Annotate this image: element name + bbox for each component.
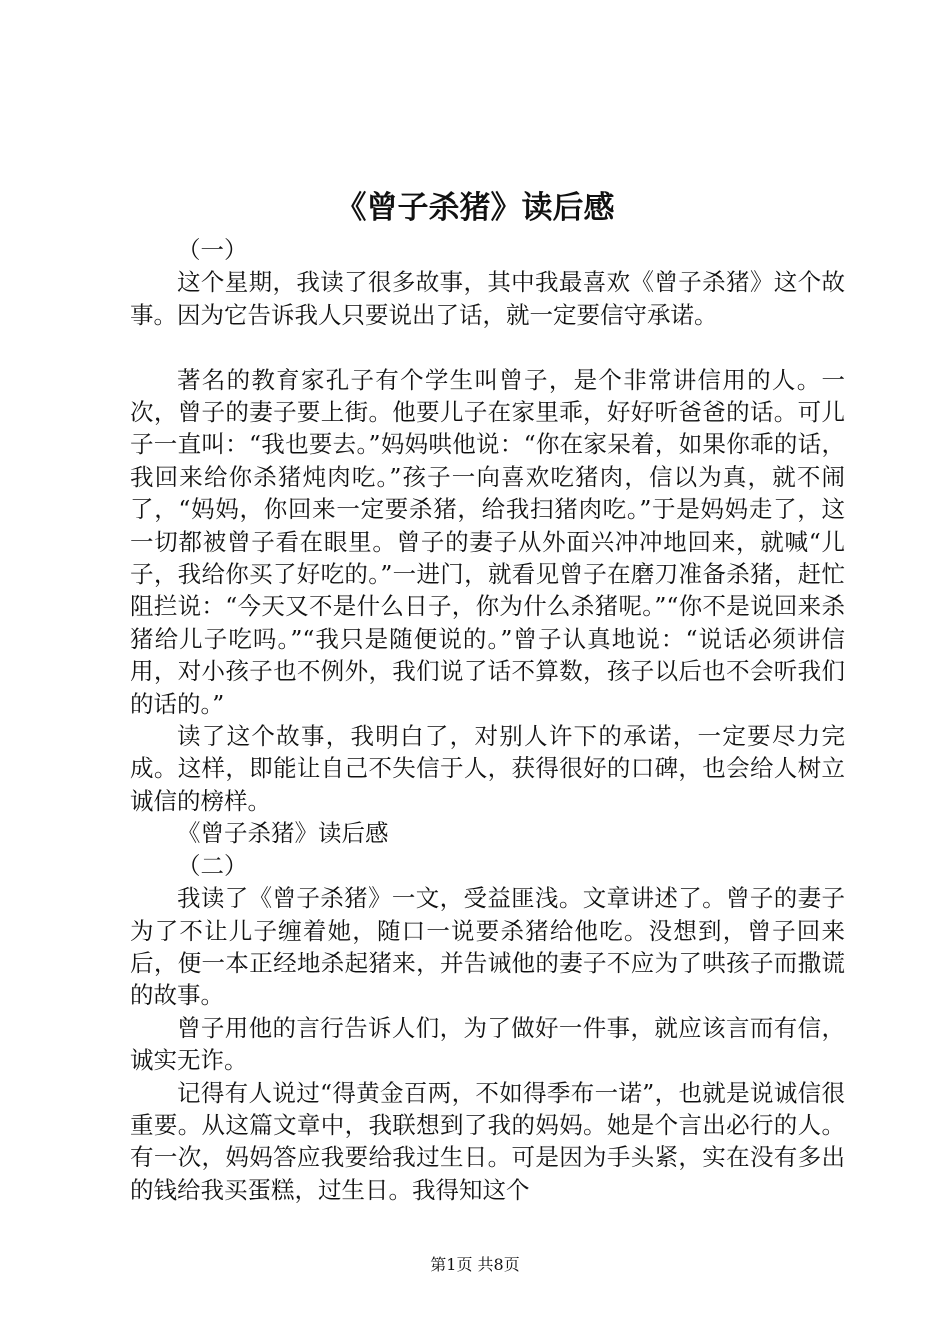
document-body xyxy=(130,234,845,1206)
paragraph: 我读了《曾子杀猪》一文，受益匪浅。文章讲述了。曾子的妻子为了不让儿子缠着她，随口一说要杀猪给他吃。没想到，曾子回来后，便一本正经地杀起猪来，并告诫他的妻子不应为了哄孩子而撒谎的故事。 xyxy=(130,884,845,1010)
page-number-footer: 第1页 共8页 xyxy=(430,1255,520,1274)
paragraph: 曾子用他的言行告诉人们，为了做好一件事，就应该言而有信，诚实无诈。 xyxy=(130,1013,845,1075)
paragraph: 著名的教育家孔子有个学生叫曾子，是个非常讲信用的人。一次，曾子的妻子要上街。他要儿子在家里乖，好好听爸爸的话。可儿子一直叫：“我也要去。”妈妈哄他说：“你在家呆着，如果你乖的话，我回来给你杀猪炖肉吃。”孩子一向喜欢吃猪肉，信以为真，就不闹了，“妈妈，你回来一定要杀猪，给我扫猪肉吃。”于是妈妈走了，这一切都被曾子看在眼里。曾子的妻子从外面兴冲冲地回来，就喊“儿子，我给你买了好吃的。”一进门，就看见曾子在磨刀准备杀猪，赶忙阻拦说：“今天又不是什么日子，你为什么杀猪呢。”“你不是说回来杀猪给儿子吃吗。”“我只是随便说的。”曾子认真地说：“说话必须讲信用，对小孩子也不例外，我们说了话不算数，孩子以后也不会听我们的话的。” xyxy=(130,365,845,718)
paragraph: 记得有人说过“得黄金百两，不如得季布一诺”，也就是说诚信很重要。从这篇文章中，我联想到了我的妈妈。她是个言出必行的人。有一次，妈妈答应我要给我过生日。可是因为手头紧，实在没有多出的钱给我买蛋糕，过生日。我得知这个 xyxy=(130,1078,845,1204)
section-marker-one: （一） xyxy=(177,236,248,264)
section-heading: 《曾子杀猪》读后感 xyxy=(177,819,389,848)
document-title: 《曾子杀猪》读后感 xyxy=(335,190,615,226)
section-marker-two: （二） xyxy=(177,851,248,880)
paragraph: 这个星期，我读了很多故事，其中我最喜欢《曾子杀猪》这个故事。因为它告诉我人只要说出了话，就一定要信守承诺。 xyxy=(130,268,845,329)
paragraph: 读了这个故事，我明白了，对别人许下的承诺，一定要尽力完成。这样，即能让自己不失信于人，获得很好的口碑，也会给人树立诚信的榜样。 xyxy=(130,722,845,815)
